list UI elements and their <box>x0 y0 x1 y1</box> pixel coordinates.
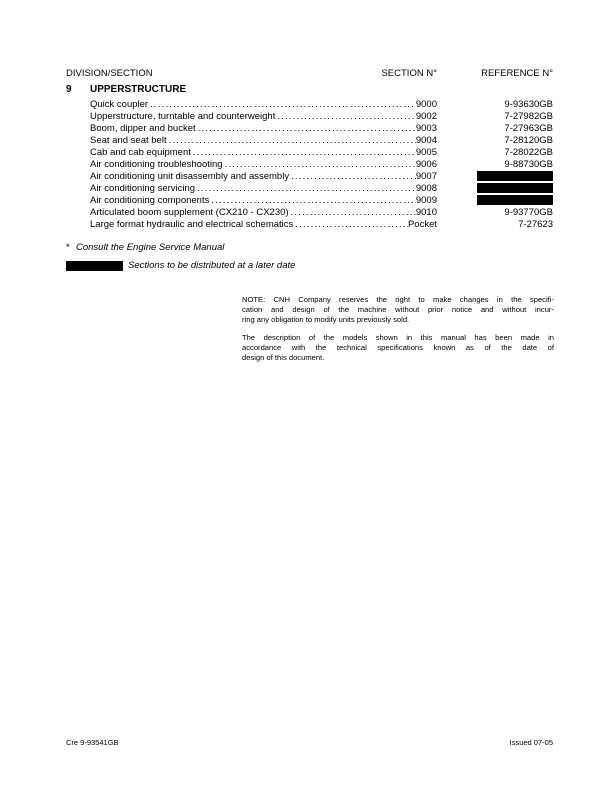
toc-item-reference: 7-28022GB <box>504 147 553 158</box>
dot-leader <box>167 135 416 147</box>
redaction-bar <box>66 261 123 271</box>
table-header <box>66 68 553 80</box>
column-header-section-number: SECTION N° <box>381 68 437 79</box>
column-header-reference-number: REFERENCE N° <box>481 68 553 79</box>
toc-item-reference: 7-28120GB <box>504 135 553 146</box>
toc-item-title: Boom, dipper and bucket <box>90 123 196 134</box>
toc-item-section-number: 9006 <box>415 159 437 170</box>
toc-item-section-number: 9003 <box>415 123 437 134</box>
toc-item-title: Large format hydraulic and electrical schematics <box>90 219 294 230</box>
toc-item-reference <box>437 195 553 207</box>
footnote-text: Consult the Engine Service Manual <box>76 242 225 253</box>
toc-item-section-number: 9005 <box>415 147 437 158</box>
table-row <box>90 207 553 219</box>
footer-document-code: Cre 9-93541GB <box>66 738 119 747</box>
toc-item-section-number: 9009 <box>415 195 437 206</box>
section-heading <box>66 84 553 96</box>
toc-item-title: Air conditioning servicing <box>90 183 196 194</box>
section-number: 9 <box>66 84 72 95</box>
dot-leader <box>191 147 416 159</box>
redaction-bar <box>477 183 553 193</box>
table-row <box>90 135 553 147</box>
toc-item-reference: 9-93770GB <box>504 207 553 218</box>
table-row <box>90 195 553 207</box>
dot-leader <box>195 183 416 195</box>
note-line: ring any obligation to modify units previously sold. <box>242 315 410 324</box>
note-paragraph-1 <box>242 295 554 325</box>
toc-item-section-number: Pocket <box>407 219 437 230</box>
toc-item-title: Air conditioning components <box>90 195 210 206</box>
toc-item-reference: 9-93630GB <box>504 99 553 110</box>
table-of-contents <box>90 99 553 231</box>
toc-item-title: Air conditioning troubleshooting <box>90 159 223 170</box>
table-row <box>90 171 553 183</box>
footer-issue-date: Issued 07-05 <box>509 738 553 747</box>
section-title: UPPERSTRUCTURE <box>90 84 187 95</box>
toc-item-section-number: 9007 <box>415 171 437 182</box>
toc-item-reference: 9-88730GB <box>504 159 553 170</box>
toc-item-section-number: 9008 <box>415 183 437 194</box>
note-line: design of this document. <box>242 353 325 362</box>
dot-leader <box>289 171 416 183</box>
table-row <box>90 147 553 159</box>
dot-leader <box>223 159 416 171</box>
legal-note <box>242 295 554 363</box>
footnote-distribution <box>66 260 295 272</box>
note-line: The description of the models shown in this manual has been made in <box>242 333 554 342</box>
dot-leader <box>196 123 416 135</box>
note-line: cation and design of the machine without prior notice and without incur- <box>242 305 554 314</box>
toc-item-reference <box>437 183 553 195</box>
dot-leader <box>209 195 416 207</box>
footnote-text: Sections to be distributed at a later date <box>128 260 296 271</box>
toc-item-reference: 7-27982GB <box>504 111 553 122</box>
toc-item-title: Articulated boom supplement (CX210 - CX230) <box>90 207 289 218</box>
dot-leader <box>148 99 416 111</box>
toc-item-reference: 7-27963GB <box>504 123 553 134</box>
table-row <box>90 99 553 111</box>
table-row <box>90 219 553 231</box>
footnote-engine-manual <box>66 242 224 254</box>
toc-item-reference <box>437 171 553 183</box>
column-header-division-section: DIVISION/SECTION <box>66 68 153 79</box>
toc-item-section-number: 9004 <box>415 135 437 146</box>
toc-item-title: Seat and seat belt <box>90 135 167 146</box>
toc-item-title: Air conditioning unit disassembly and assembly <box>90 171 290 182</box>
dot-leader <box>293 219 408 231</box>
table-row <box>90 183 553 195</box>
table-row <box>90 111 553 123</box>
toc-item-reference: 7-27623 <box>518 219 553 230</box>
toc-item-title: Upperstructure, turntable and counterweight <box>90 111 276 122</box>
asterisk-marker: * <box>66 242 70 253</box>
redaction-bar <box>477 171 553 181</box>
toc-item-title: Quick coupler <box>90 99 149 110</box>
toc-item-section-number: 9002 <box>415 111 437 122</box>
redaction-bar <box>477 195 553 205</box>
note-line: accordance with the technical specifications known as of the date of <box>242 343 554 352</box>
table-row <box>90 123 553 135</box>
table-row <box>90 159 553 171</box>
toc-item-section-number: 9010 <box>415 207 437 218</box>
dot-leader <box>275 111 416 123</box>
dot-leader <box>289 207 416 219</box>
toc-item-section-number: 9000 <box>415 99 437 110</box>
toc-item-title: Cab and cab equipment <box>90 147 191 158</box>
page-footer <box>66 738 553 748</box>
note-paragraph-2 <box>242 333 554 363</box>
note-line: NOTE: CNH Company reserves the right to make changes in the specifi- <box>242 295 554 304</box>
